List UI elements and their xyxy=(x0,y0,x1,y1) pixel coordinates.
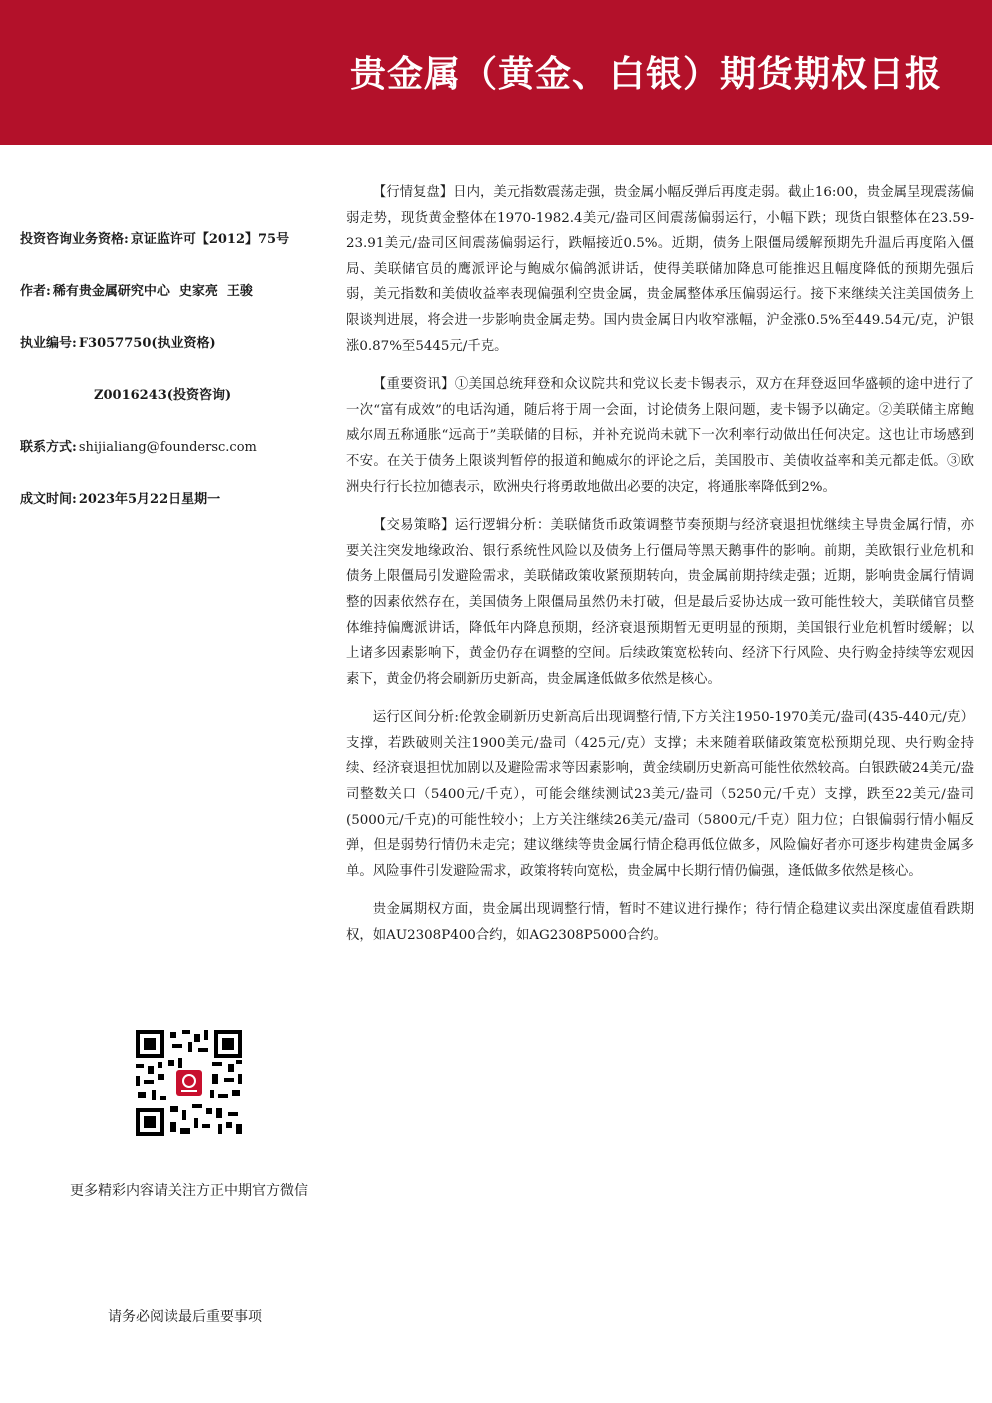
license-label: 执业编号: xyxy=(20,336,77,351)
contact-value[interactable]: shijialiang@foundersc.com xyxy=(78,440,257,455)
author-info xyxy=(20,230,330,542)
author-value: 稀有贵金属研究中心 史家亮 王骏 xyxy=(52,284,253,299)
disclaimer-note: 请务必阅读最后重要事项 xyxy=(108,1309,262,1325)
brand-logo-icon xyxy=(176,1070,202,1096)
page-title: 贵金属（黄金、白银）期货期权日报 xyxy=(349,54,942,95)
contact-row xyxy=(20,438,330,490)
author-row xyxy=(20,282,330,334)
qualification-row xyxy=(20,230,330,282)
license-value-2: Z0016243(投资咨询) xyxy=(94,388,232,403)
qualification-label: 投资咨询业务资格: xyxy=(20,232,129,247)
author-label: 作者: xyxy=(20,284,51,299)
paragraph-market-review: 【行情复盘】日内，美元指数震荡走强，贵金属小幅反弹后再度走弱。截止16:00，贵金属呈现震荡偏弱走势，现货黄金整体在1970-1982.4美元/盎司区间震荡偏弱运行，小幅下跌；现货白银整体在23.59-23.91美元/盎司区间震荡偏弱运行，跌幅接近0.5%。近期，债务上限僵局缓解预期先升温后再度陷入僵局、美联储官员的鹰派评论与鲍威尔偏鸽派讲话，使得美联储加降息可能推迟且幅度降低的预期先强后弱，美元指数和美债收益率表现偏强利空贵金属，贵金属整体承压偏弱运行。接下来继续关注美国债务上限谈判进展，将会进一步影响贵金属走势。国内贵金属日内收窄涨幅，沪金涨0.5%至449.54元/克，沪银涨0.87%至5445元/千克。 xyxy=(346,185,974,354)
qualification-value: 京证监许可【2012】75号 xyxy=(130,232,290,247)
date-label: 成文时间: xyxy=(20,492,77,507)
qr-code-icon[interactable] xyxy=(134,1028,244,1138)
paragraph-options: 贵金属期权方面，贵金属出现调整行情，暂时不建议进行操作；待行情企稳建议卖出深度虚值看跌期权，如AU2308P400合约，如AG2308P5000合约。 xyxy=(346,902,974,944)
license-row-2 xyxy=(20,386,330,438)
date-value: 2023年5月22日星期一 xyxy=(78,492,221,507)
date-row xyxy=(20,490,330,542)
report-body xyxy=(346,180,974,949)
paragraph-strategy: 【交易策略】运行逻辑分析：美联储货币政策调整节奏预期与经济衰退担忧继续主导贵金属行情，亦要关注突发地缘政治、银行系统性风险以及债务上行僵局等黑天鹅事件的影响。前期，美欧银行业危机和债务上限僵局引发避险需求，美联储政策收紧预期转向，贵金属前期持续走强；近期，影响贵金属行情调整的因素依然存在，美国债务上限僵局虽然仍未打破，但是最后妥协达成一致可能性较大，美联储官员整体维持偏鹰派讲话，降低年内降息预期，经济衰退预期暂无更明显的预期，美国银行业危机暂时缓解；以上诸多因素影响下，黄金仍存在调整的空间。后续政策宽松转向、经济下行风险、央行购金持续等宏观因素下，黄金仍将会刷新历史新高，贵金属逢低做多依然是核心。 xyxy=(346,518,974,687)
paragraph-key-news: 【重要资讯】①美国总统拜登和众议院共和党议长麦卡锡表示，双方在拜登返回华盛顿的途中进行了一次“富有成效”的电话沟通，随后将于周一会面，讨论债务上限问题，麦卡锡予以确定。②美联储主席鲍威尔周五称通胀“远高于”美联储的目标，并补充说尚未就下一次利率行动做出任何决定。这也让市场感到不安。在关于债务上限谈判暂停的报道和鲍威尔的评论之后，美国股市、美债收益率和美元都走低。③欧洲央行行长拉加德表示，欧洲央行将勇敢地做出必要的决定，将通胀率降低到2%。 xyxy=(346,377,974,495)
qr-caption: 更多精彩内容请关注方正中期官方微信 xyxy=(70,1183,308,1199)
header-banner xyxy=(0,0,992,145)
paragraph-range-analysis: 运行区间分析:伦敦金刷新历史新高后出现调整行情,下方关注1950-1970美元/盎司(435-440元/克）支撑，若跌破则关注1900美元/盎司（425元/克）支撑；未来随着联储政策宽松预期兑现、央行购金持续、经济衰退担忧加剧以及避险需求等因素影响，黄金续刷历史新高可能性依然较高。白银跌破24美元/盎司整数关口（5400元/千克），可能会继续测试23美元/盎司（5250元/千克）支撑，跌至22美元/盎司(5000元/千克)的可能性较小；上方关注继续26美元/盎司（5800元/千克）阻力位；白银偏弱行情小幅反弹，但是弱势行情仍未走完；建议继续等贵金属行情企稳再低位做多，风险偏好者亦可逐步构建贵金属多单。风险事件引发避险需求，政策将转向宽松，贵金属中长期行情仍偏强，逢低做多依然是核心。 xyxy=(346,710,974,879)
contact-label: 联系方式: xyxy=(20,440,77,455)
license-value: F3057750(执业资格) xyxy=(78,336,216,351)
license-row xyxy=(20,334,330,386)
